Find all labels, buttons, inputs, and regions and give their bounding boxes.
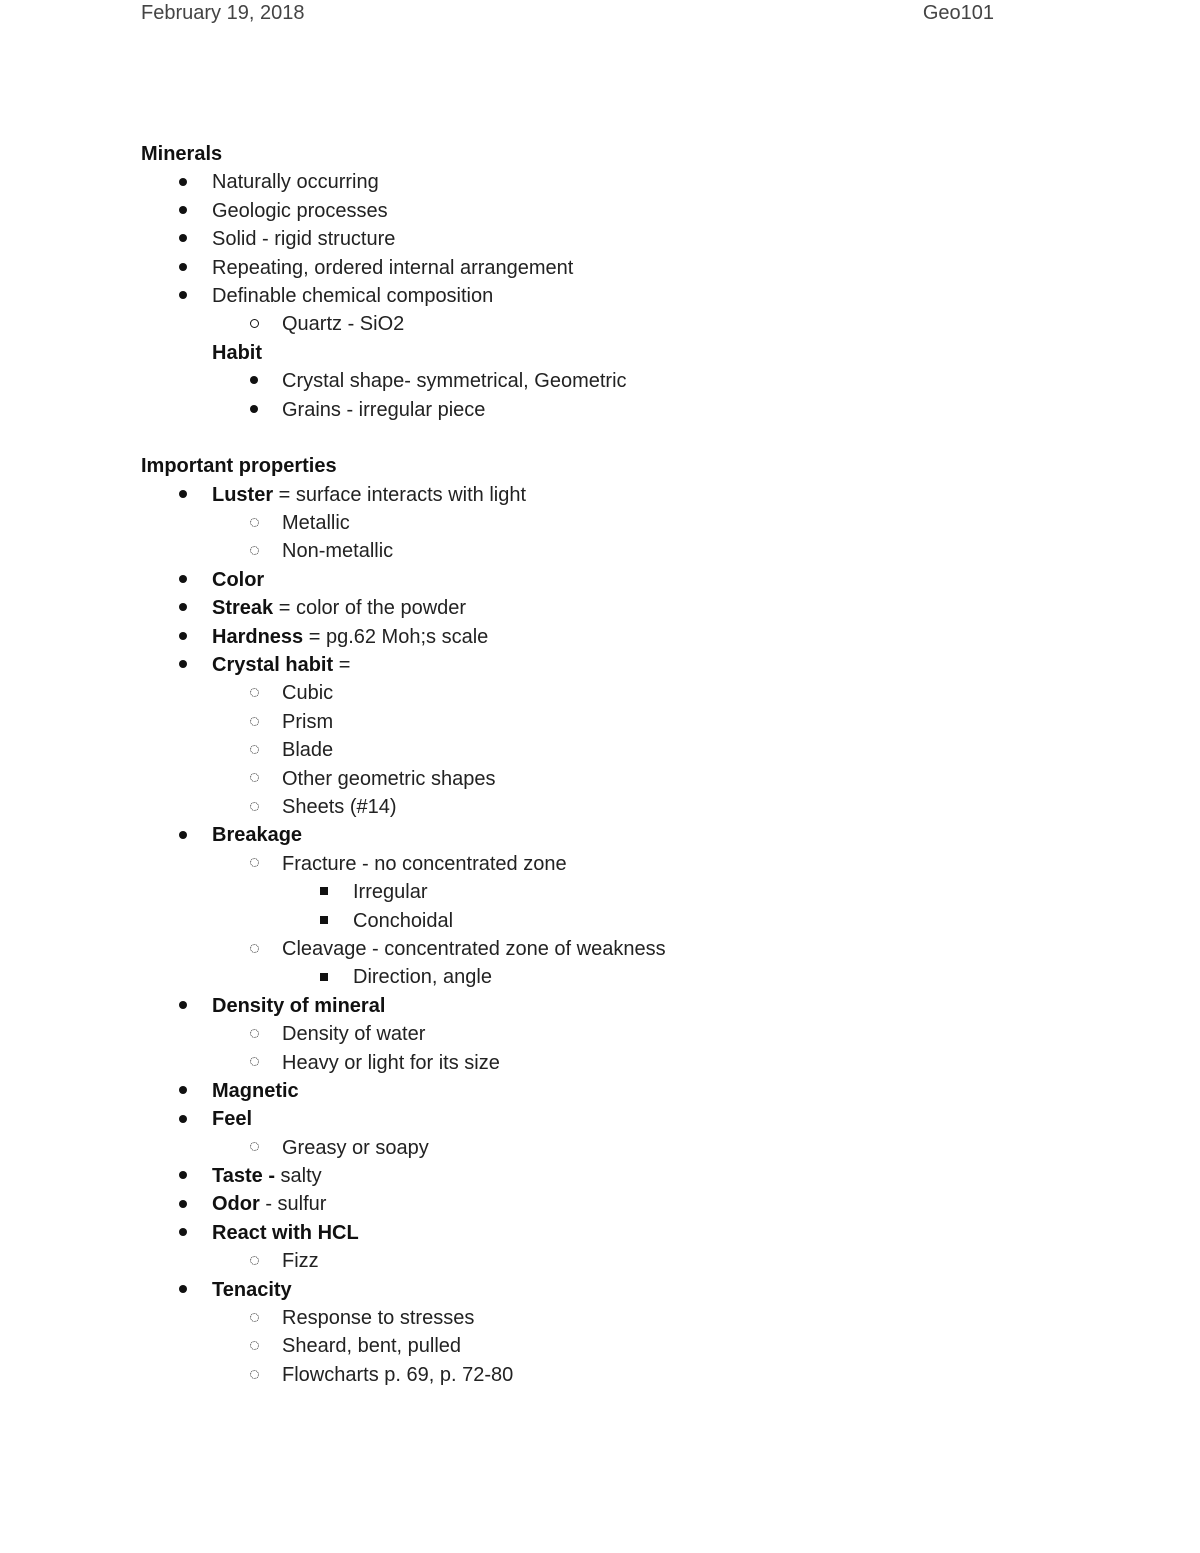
list-item-text: Repeating, ordered internal arrangement bbox=[212, 256, 574, 279]
property-term: Breakage bbox=[212, 824, 303, 847]
header-course: Geo101 bbox=[922, 2, 994, 24]
property-density bbox=[141, 992, 1041, 1020]
list-subitem bbox=[141, 1332, 1041, 1360]
bullet-dot-icon bbox=[173, 566, 193, 594]
list-subitem bbox=[141, 850, 1041, 878]
list-item bbox=[141, 254, 1041, 282]
list-subitem bbox=[141, 708, 1041, 736]
list-subitem-text: Sheard, bent, pulled bbox=[282, 1335, 462, 1358]
list-subsubitem-text: Irregular bbox=[353, 881, 428, 904]
bullet-dot-icon bbox=[173, 1190, 193, 1218]
bullet-square-icon bbox=[314, 907, 334, 935]
property-tenacity bbox=[141, 1276, 1041, 1304]
bullet-dot-icon bbox=[173, 623, 193, 651]
list-subsubitem bbox=[141, 878, 1041, 906]
list-subitem-text: Heavy or light for its size bbox=[282, 1051, 500, 1074]
bullet-dot-icon bbox=[173, 1162, 193, 1190]
list-subitem bbox=[141, 1304, 1041, 1332]
bullet-dot-icon bbox=[173, 481, 193, 509]
property-term: Odor bbox=[212, 1193, 260, 1216]
list-subitem bbox=[141, 1247, 1041, 1275]
bullet-dot-icon bbox=[173, 992, 193, 1020]
bullet-dotted-ring-icon bbox=[244, 1332, 264, 1360]
property-term: Taste - bbox=[212, 1165, 275, 1188]
property-desc: salty bbox=[274, 1165, 322, 1188]
bullet-dot-icon bbox=[173, 1219, 193, 1247]
bullet-dotted-ring-icon bbox=[244, 935, 264, 963]
bullet-dot-icon bbox=[173, 225, 193, 253]
property-color bbox=[141, 566, 1041, 594]
bullet-dot-icon bbox=[173, 282, 193, 310]
list-subitem bbox=[141, 935, 1041, 963]
list-subitem-text: Prism bbox=[282, 710, 334, 733]
list-subitem-text: Metallic bbox=[282, 512, 350, 535]
property-magnetic bbox=[141, 1077, 1041, 1105]
property-term: Magnetic bbox=[212, 1079, 299, 1102]
list-subitem bbox=[141, 367, 1041, 395]
list-item-text: Solid - rigid structure bbox=[212, 228, 396, 251]
list-subitem bbox=[141, 765, 1041, 793]
bullet-dotted-ring-icon bbox=[244, 1020, 264, 1048]
list-item bbox=[141, 282, 1041, 310]
list-subitem bbox=[141, 1134, 1041, 1162]
property-hardness bbox=[141, 623, 1041, 651]
list-subitem bbox=[141, 1049, 1041, 1077]
bullet-ring-icon bbox=[244, 310, 264, 338]
bullet-dot-icon bbox=[173, 1276, 193, 1304]
bullet-dot-icon bbox=[173, 821, 193, 849]
bullet-dotted-ring-icon bbox=[244, 1134, 264, 1162]
list-subitem bbox=[141, 537, 1041, 565]
bullet-dot-icon bbox=[173, 254, 193, 282]
bullet-dot-icon bbox=[173, 1077, 193, 1105]
bullet-dot-icon bbox=[173, 197, 193, 225]
property-term: Tenacity bbox=[212, 1278, 292, 1301]
bullet-dotted-ring-icon bbox=[244, 1049, 264, 1077]
list-subitem-text: Crystal shape- symmetrical, Geometric bbox=[282, 370, 627, 393]
list-subitem-text: Sheets (#14) bbox=[282, 795, 397, 818]
list-subitem-text: Blade bbox=[282, 739, 334, 762]
list-subitem-text: Cleavage - concentrated zone of weakness bbox=[282, 937, 666, 960]
bullet-dot-icon bbox=[173, 1105, 193, 1133]
list-subitem bbox=[141, 310, 1041, 338]
properties-heading: Important properties bbox=[141, 455, 337, 478]
bullet-dotted-ring-icon bbox=[244, 1304, 264, 1332]
list-subitem-text: Grains - irregular piece bbox=[282, 398, 486, 421]
list-subitem-text: Flowcharts p. 69, p. 72-80 bbox=[282, 1363, 514, 1386]
property-odor bbox=[141, 1190, 1041, 1218]
property-term: Luster bbox=[212, 483, 274, 506]
property-hcl bbox=[141, 1219, 1041, 1247]
bullet-dotted-ring-icon bbox=[244, 1247, 264, 1275]
property-term: Hardness bbox=[212, 625, 304, 648]
habit-heading: Habit bbox=[212, 341, 262, 364]
bullet-square-icon bbox=[314, 878, 334, 906]
list-item-text: Definable chemical composition bbox=[212, 284, 494, 307]
list-subitem-text: Quartz - SiO2 bbox=[282, 313, 405, 336]
property-breakage bbox=[141, 821, 1041, 849]
property-term: Streak bbox=[212, 597, 274, 620]
list-subitem bbox=[141, 736, 1041, 764]
list-subitem-text: Other geometric shapes bbox=[282, 767, 496, 790]
list-item bbox=[141, 168, 1041, 196]
list-subitem-text: Response to stresses bbox=[282, 1307, 475, 1330]
bullet-dotted-ring-icon bbox=[244, 793, 264, 821]
property-feel bbox=[141, 1105, 1041, 1133]
bullet-dot-icon bbox=[244, 367, 264, 395]
property-desc: = color of the powder bbox=[273, 597, 467, 620]
property-taste bbox=[141, 1162, 1041, 1190]
property-streak bbox=[141, 594, 1041, 622]
bullet-dotted-ring-icon bbox=[244, 850, 264, 878]
bullet-dot-icon bbox=[244, 396, 264, 424]
list-item-text: Geologic processes bbox=[212, 199, 388, 222]
page-header bbox=[141, 0, 994, 28]
property-desc: = bbox=[333, 654, 351, 677]
list-item bbox=[141, 225, 1041, 253]
list-subsubitem bbox=[141, 907, 1041, 935]
property-term: React with HCL bbox=[212, 1221, 359, 1244]
bullet-dotted-ring-icon bbox=[244, 1361, 264, 1389]
property-desc: = pg.62 Moh;s scale bbox=[303, 625, 489, 648]
section-gap bbox=[141, 424, 1041, 452]
property-desc: = surface interacts with light bbox=[273, 483, 527, 506]
list-subitem bbox=[141, 1361, 1041, 1389]
bullet-dotted-ring-icon bbox=[244, 509, 264, 537]
minerals-heading: Minerals bbox=[141, 143, 223, 165]
bullet-square-icon bbox=[314, 963, 334, 991]
bullet-dotted-ring-icon bbox=[244, 736, 264, 764]
bullet-dot-icon bbox=[173, 168, 193, 196]
bullet-dotted-ring-icon bbox=[244, 537, 264, 565]
bullet-dotted-ring-icon bbox=[244, 679, 264, 707]
notes-body bbox=[141, 140, 1041, 1389]
list-subitem bbox=[141, 1020, 1041, 1048]
header-date: February 19, 2018 bbox=[141, 2, 305, 24]
list-subsubitem-text: Direction, angle bbox=[353, 966, 492, 989]
bullet-dotted-ring-icon bbox=[244, 765, 264, 793]
property-desc: - sulfur bbox=[259, 1193, 327, 1216]
list-subitem-text: Density of water bbox=[282, 1023, 426, 1046]
list-subitem-text: Fizz bbox=[282, 1250, 319, 1273]
list-subitem bbox=[141, 793, 1041, 821]
list-subitem bbox=[141, 396, 1041, 424]
property-term: Feel bbox=[212, 1108, 253, 1131]
list-subitem-text: Fracture - no concentrated zone bbox=[282, 852, 567, 875]
bullet-dot-icon bbox=[173, 594, 193, 622]
list-subitem-text: Greasy or soapy bbox=[282, 1136, 429, 1159]
bullet-dot-icon bbox=[173, 651, 193, 679]
list-subitem bbox=[141, 509, 1041, 537]
property-term: Crystal habit bbox=[212, 654, 334, 677]
list-item bbox=[141, 197, 1041, 225]
list-item-text: Naturally occurring bbox=[212, 171, 379, 194]
property-crystal-habit bbox=[141, 651, 1041, 679]
list-subitem-text: Non-metallic bbox=[282, 540, 394, 563]
list-subitem-text: Cubic bbox=[282, 682, 334, 705]
list-subitem bbox=[141, 679, 1041, 707]
list-subsubitem bbox=[141, 963, 1041, 991]
property-term: Density of mineral bbox=[212, 994, 386, 1017]
list-subsubitem-text: Conchoidal bbox=[353, 909, 454, 932]
bullet-dotted-ring-icon bbox=[244, 708, 264, 736]
property-term: Color bbox=[212, 568, 265, 591]
property-luster bbox=[141, 481, 1041, 509]
